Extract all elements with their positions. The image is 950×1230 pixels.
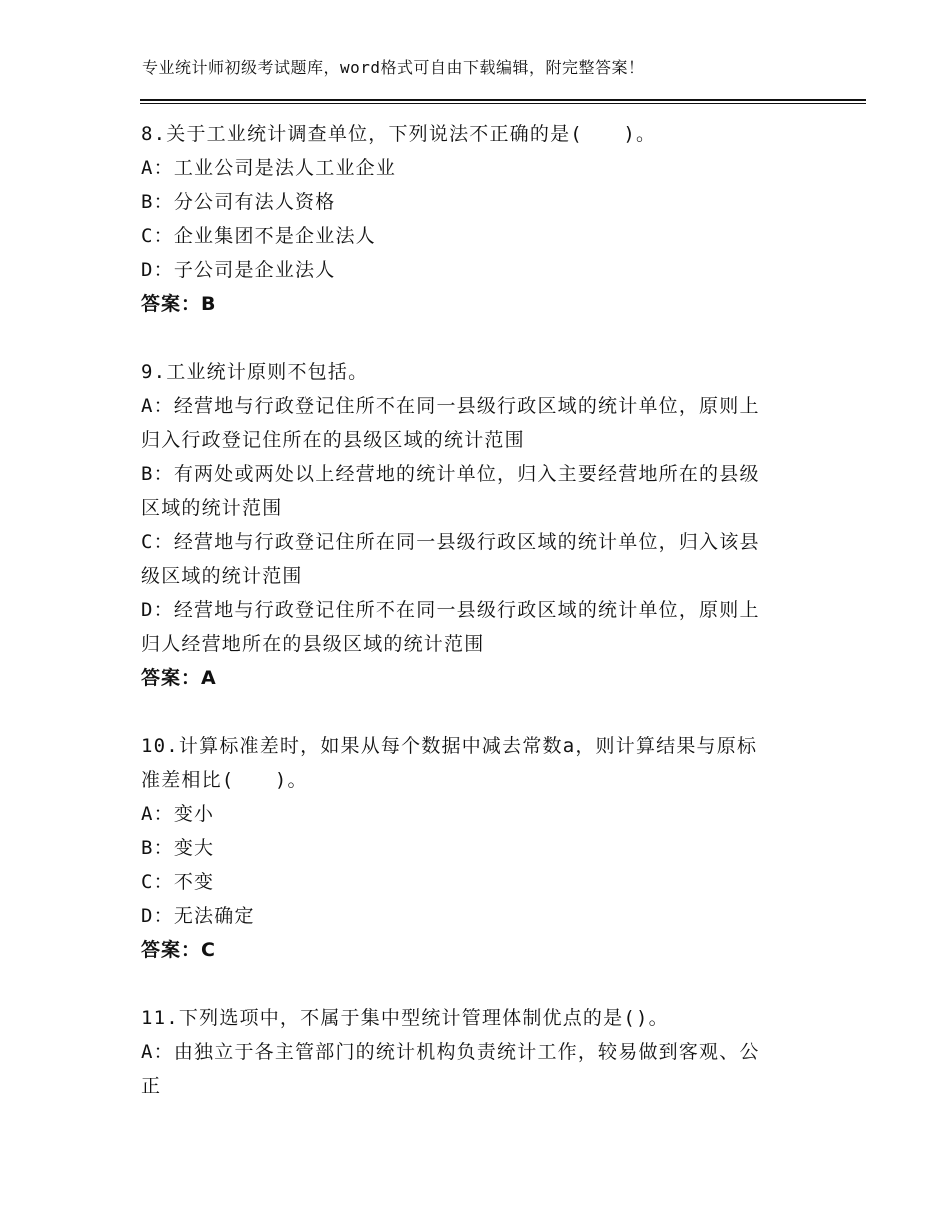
question-stem: 9.工业统计原则不包括。 <box>141 361 369 383</box>
question-stem: 10.计算标准差时，如果从每个数据中减去常数a，则计算结果与原标 <box>141 735 758 757</box>
option-a: A：经营地与行政登记住所不在同一县级行政区域的统计单位，原则上 归入行政登记住所在的县级区域的统计范围 <box>141 395 760 451</box>
option-a: A：由独立于各主管部门的统计机构负责统计工作，较易做到客观、公 正 <box>141 1041 760 1097</box>
question-stem: 11.下列选项中，不属于集中型统计管理体制优点的是()。 <box>141 1007 669 1029</box>
option-c: C：不变 <box>141 871 215 893</box>
header-rule-thick <box>140 99 866 101</box>
question-9 <box>141 355 821 695</box>
option-b: B：有两处或两处以上经营地的统计单位，归入主要经营地所在的县级 区域的统计范围 <box>141 463 760 519</box>
answer-label: 答案：A <box>141 667 217 689</box>
question-8 <box>141 117 821 321</box>
question-11 <box>141 1001 821 1103</box>
answer-label: 答案：B <box>141 293 217 315</box>
question-stem: 8.关于工业统计调查单位，下列说法不正确的是( )。 <box>141 123 657 145</box>
option-c: C：企业集团不是企业法人 <box>141 225 376 247</box>
option-a: A：变小 <box>141 803 215 825</box>
question-stem-cont: 准差相比( )。 <box>141 769 308 791</box>
option-b: B：变大 <box>141 837 215 859</box>
option-d: D：经营地与行政登记住所不在同一县级行政区域的统计单位，原则上 归人经营地所在的县级区域的统计范围 <box>141 599 760 655</box>
option-d: D：子公司是企业法人 <box>141 259 336 281</box>
page-header: 专业统计师初级考试题库，word格式可自由下载编辑，附完整答案！ <box>142 58 645 77</box>
header-rule-thin <box>140 103 866 104</box>
option-a: A：工业公司是法人工业企业 <box>141 157 397 179</box>
option-b: B：分公司有法人资格 <box>141 191 336 213</box>
question-list <box>141 117 821 1103</box>
option-c: C：经营地与行政登记住所在同一县级行政区域的统计单位，归入该县 级区域的统计范围 <box>141 531 760 587</box>
answer-label: 答案：C <box>141 939 216 961</box>
option-d: D：无法确定 <box>141 905 255 927</box>
question-10 <box>141 729 821 967</box>
